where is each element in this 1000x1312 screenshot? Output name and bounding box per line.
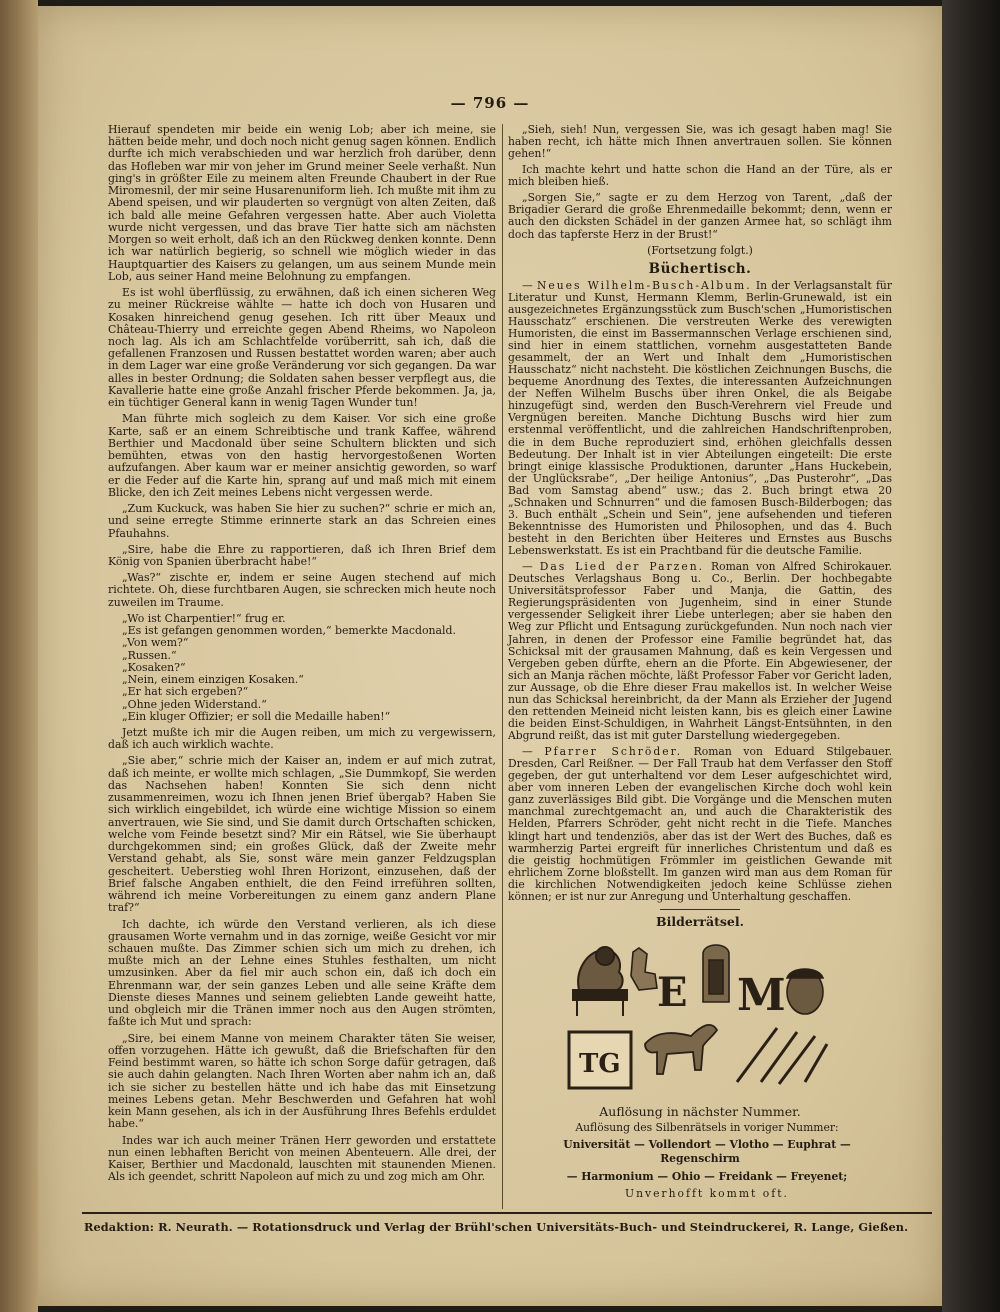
- solution-words: Universität — Vollendort — Vlotho — Euphrat — Regenschirm: [563, 1138, 851, 1166]
- lantern-figure: [703, 945, 729, 1002]
- story-paragraph: Man führte mich sogleich zu dem Kaiser. Vor sich eine große Karte, saß er an einem Schreibtische und trank Kaffee, während Berthier und Macdonald über seine Schultern blickten und sich bemühten, etwas von den hastig hervorgestoßenen Worten aufzufangen. Aber kaum war er meiner ansichtig geworden, so warf er die Feder auf die Karte hin, sprang auf und maß mich mit einem Blicke, den ich Zeit meines Lebens nicht vergessen werde.: [108, 412, 496, 499]
- section-heading: Büchertisch.: [648, 260, 752, 277]
- continuation-note: (Fortsetzung folgt.): [647, 243, 753, 257]
- dialogue-line: „Ein kluger Offizier; er soll die Medaille haben!“: [122, 709, 391, 723]
- riddle-letter-e: E: [657, 968, 688, 1016]
- dialogue-line: „Kosaken?“: [122, 660, 186, 674]
- story-paragraph: Hierauf spendeten mir beide ein wenig Lob; aber ich meine, sie hätten beide mehr, und doch noch nicht genug sagen können. Endlich durfte ich mich verabschieden und war herzlich froh darüber, denn das Hofleben war mir von jeher im Grund meiner Seele verhaßt. Nun ging's in größter Eile zu meinem alten Freunde Chaubert in der Rue Miromesnil, der mir seine Husarenuniform lieh. Ich mußte mit ihm zu Abend speisen, und wir plauderten so vergnügt von alten Zeiten, daß ich bald alle meine Gefahren vergessen hatte. Aber auch Violetta wurde nicht vergessen, und das brave Tier hatte sich am nächsten Morgen so weit erholt, daß ich an den Rückweg denken konnte. Denn ich war natürlich begierig, so schnell wie möglich wieder in das Hauptquartier des Kaisers zu gelangen, um aus seinem Munde mein Lob, aus seiner Hand meine Belohnung zu empfangen.: [108, 123, 496, 283]
- story-paragraph: Jetzt mußte ich mir die Augen reiben, um mich zu vergewissern, daß ich auch wirklich wachte.: [108, 726, 496, 752]
- column-divider: [502, 124, 503, 1209]
- sign-board: [569, 1032, 631, 1088]
- dialogue-line: „Er hat sich ergeben?“: [122, 685, 249, 699]
- story-paragraph: „Sorgen Sie,“ sagte er zu dem Herzog von Tarent, „daß der Brigadier Gerard die große Ehrenmedaille bekommt; denn, wenn er auch den dicksten Schädel in der ganzen Armee hat, so schlägt ihm doch das tapferste Herz in der Brust!“: [508, 191, 892, 241]
- acorn-figure: [787, 969, 823, 1014]
- imprint-footer: Redaktion: R. Neurath. — Rotationsdruck und Verlag der Brühl'schen Universitäts-Buch- und Steindruckerei, R. Lange, Gießen.: [84, 1220, 909, 1234]
- newspaper-page: [38, 6, 942, 1306]
- story-paragraph: „Sieh, sieh! Nun, vergessen Sie, was ich gesagt haben mag! Sie haben recht, ich hätte mich Ihnen anvertrauen sollen. Sie können gehen!“: [508, 123, 892, 161]
- horse-figure: [645, 1025, 717, 1074]
- story-paragraph: Ich machte kehrt und hatte schon die Hand an der Türe, als er mich bleiben hieß.: [508, 163, 892, 189]
- review-text: In der Verlagsanstalt für Literatur und Kunst, Hermann Klemm, Berlin-Grunewald, ist ein ausgezeichnetes Ergänzungsstück zum Busch'schen „Humoristischen Hausschatz“ erschienen. Die verstreuten Werke des verewigten Humoristen, die einst im Bassermannschen Verlage erschienen sind, sind hier in einem stattlichen, vornehm ausgestatteten Bande gesammelt, der an Wert und Inhalt dem „Humoristischen Hausschatz“ nicht nachsteht. Die köstlichen Zeichnungen Buschs, die bequeme Anordnung des Textes, die interessanten Aufzeichnungen der Neffen Wilhelm Buschs über ihren Onkel, die als Beigabe hinzugefügt sind, werden den Busch-Verehrern viel Freude und Vergnügen bereiten. Manche Dichtung Buschs wird hier zum erstenmal veröffentlicht, und die zahlreichen Handschriftenproben, die in dem Buche reproduziert sind, erhöhen gleichfalls dessen Bedeutung. Der Inhalt ist in vier Abteilungen eingeteilt: Die erste bringt einige klassische Produktionen, darunter „Hans Huckebein, der Unglücksrabe“, „Der heilige Antonius“, „Das Pusterohr“, „Das Bad vom Samstag abend“ usw.; das 2. Buch bringt etwa 20 „Schnaken und Schnurren“ und die famosen Busch-Bilderbogen; das 3. Buch enthält „Schein und Sein“, jene aufsehenden und tieferen Bekenntnisse des Humoristen und Philosophen, und das 4. Buch besteht in den Berichten über Heiteres und Ernstes aus Buschs Lebenswerkstatt. Es ist ein Prachtband für die deutsche Familie.: [508, 278, 892, 558]
- footer-rule: [82, 1212, 932, 1214]
- riddle-title: Bilderrätsel.: [656, 913, 744, 929]
- dialogue-line: „Von wem?“: [122, 636, 189, 650]
- review-text: Roman von Eduard Stilgebauer. Dresden, Carl Reißner. — Der Fall Traub hat dem Verfasser den Stoff gegeben, der gut unterhaltend vor dem Leser aufgeschichtet wird, aber vom inneren Leben der evangelischen Kirche doch wohl kein ganz zuverlässiges Bild gibt. Die Vorgänge und die Menschen muten manchmal zurechtgemacht an, und auch die Charakteristik des Helden, Pfarrers Schröder, geht nicht recht in die Tiefe. Manches klingt hart und tendenziös, aber das ist der Wert des Buches, daß es warmherzig Partei ergreift für innerliches Christentum und daß es die geistig hochmütigen Frömmler im geistlichen Gewande mit ehrlichem Zorne bloßstellt. Im ganzen wird man aus dem Roman für die kirchlichen Notwendigkeiten jedoch keine Schlüsse ziehen können; er ist nur zur Anregung und Unterhaltung geschaffen.: [508, 745, 892, 903]
- dialogue-line: „Nein, einem einzigen Kosaken.“: [122, 673, 304, 687]
- dialogue-line: „Wo ist Charpentier!“ frug er.: [122, 611, 286, 625]
- story-paragraph: Indes war ich auch meiner Tränen Herr geworden und erstattete nun einen lebhaften Bericht von meinen Abenteuern. Alle drei, der Kaiser, Berthier und Macdonald, lauschten mit staunenden Mienen. Als ich geendet, schritt Napoleon auf mich zu und zog mich am Ohr.: [108, 1133, 496, 1184]
- tools-figure: [737, 1028, 827, 1084]
- review-title: Das Lied der Parzen.: [539, 560, 705, 574]
- story-paragraph: Es ist wohl überflüssig, zu erwähnen, daß ich einen sicheren Weg zu meiner Rückreise wählte — hatte ich doch von Husaren und Kosaken hinreichend genug gesehen. Ich ritt über Meaux und Château-Thierry und erreichte gegen Abend Rheims, wo Napoleon noch lag. Als ich am Schlachtfelde vorüberritt, sah ich, daß die gefallenen Franzosen und Russen bestattet worden waren; aber auch in dem Lager war eine große Veränderung vor sich gegangen. Da war alles in bester Ordnung; die Soldaten sahen besser verpflegt aus, die Kavallerie hatte eine große Anzahl frischer Pferde bekommen. Ja, ja, ein tüchtiger General kann in wenig Tagen Wunder tun!: [108, 286, 496, 410]
- right-column: [508, 124, 892, 1204]
- story-paragraph: „Sire, bei einem Manne von meinem Charakter täten Sie weiser, offen vorzugehen. Hätte ich gewußt, daß die Briefschaften für den Feind bestimmt waren, so hätte ich schon Sorge dafür getragen, daß sie auch dahin gelangten. Nach Ihren Worten aber nahm ich an, daß ich sie sicher zu bestellen hätte und ich habe das mit Einsetzung meines Lebens getan. Mehr Beschwerden und Gefahren hat wohl kein Mann gesehen, als ich in der Ausführung Ihres Befehls erduldet habe.“: [108, 1031, 496, 1131]
- picture-riddle: [565, 932, 835, 1102]
- riddle-letter-m: M: [737, 969, 786, 1021]
- story-paragraph: „Zum Kuckuck, was haben Sie hier zu suchen?“ schrie er mich an, und seine erregte Stimme erinnerte stark an das Schreien eines Pfauhahns.: [108, 502, 496, 540]
- review-entry: — Das Lied der Parzen. Roman von Alfred Schirokauer. Deutsches Verlagshaus Bong u. Co., Berlin. Der hochbegabte Universitätsprofessor Faber und Manja, die Gattin, des Regierungspräsidenten von Jugenheim, sind in einer Stunde vergessender Seligkeit ihrer Liebe unterlegen; aber sie haben den Weg zur Pflicht und Entsagung zurückgefunden. Nun noch nach vier Jahren, in denen der Professor eine Familie begründet hat, das Schicksal mit der grausamen Mahnung, daß es kein Vergessen und Vergeben geben dürfte, ehern an die Pforte. Ein Abgewiesener, der sich an Manja rächen möchte, läßt Professor Faber vor Gericht laden, zur Aussage, ob die Ehre dieser Frau makellos ist. In welcher Weise nun das Schicksal hereinbricht, da der Mann als Erzieher der Jugend den rettenden Meineid nicht leisten kann, bis es gleich einer Lawine die beiden Einst-Schuldigen, in Wahrheit Längst-Entsühnten, in den Abgrund reißt, das ist mit guter Darstellung wiedergegeben.: [508, 560, 892, 742]
- dialogue-line: „Es ist gefangen genommen worden,“ bemerkte Macdonald.: [122, 624, 456, 638]
- riddle-caption: Auflösung in nächster Nummer.: [599, 1103, 801, 1119]
- story-paragraph: „Sie aber,“ schrie mich der Kaiser an, indem er auf mich zutrat, daß ich meinte, er wollte mich schlagen, „Sie Dummkopf, Sie werden das Nachsehen haben! Konnten Sie sich denn nicht zusammenreimen, wozu ich Ihnen jenen Brief übergab? Haben Sie sich wirklich eingebildet, ich würde eine wichtige Mission so einem anvertrauen, wie Sie sind, und Sie damit durch Ortschaften schicken, welche vom Feinde besetzt sind? Mir ein Rätsel, wie Sie überhaupt durchgekommen sind; ein großes Glück, daß der Zweite mehr Verstand gehabt, als Sie, sonst wäre mein ganzer Feldzugsplan gescheitert. Ueberstieg wohl Ihren Horizont, einzusehen, daß der Brief falsche Angaben enthielt, die den Feind irreführen sollten, während ich meine Vorbereitungen zu einem ganz andern Plane traf?“: [108, 754, 496, 915]
- riddle-illustration: [565, 932, 835, 1102]
- solution-intro: Auflösung des Silbenrätsels in voriger Nummer:: [575, 1121, 839, 1134]
- story-paragraph: „Sire, habe die Ehre zu rapportieren, daß ich Ihren Brief dem König von Spanien überbracht habe!“: [108, 542, 496, 568]
- book-binding: [942, 0, 1000, 1312]
- left-column: [108, 124, 496, 1187]
- review-entry: — Pfarrer Schröder. Roman von Eduard Stilgebauer. Dresden, Carl Reißner. — Der Fall Traub hat dem Verfasser den Stoff gegeben, der gut unterhaltend vor dem Leser aufgeschichtet wird, aber vom inneren Leben der evangelischen Kirche doch wohl kein ganz zuverlässiges Bild gibt. Die Vorgänge und die Menschen muten manchmal zurechtgemacht an, und auch die Charakteristik des Helden, Pfarrers Schröder, geht nicht recht in die Tiefe. Manches klingt hart und tendenziös, aber das ist der Wert des Buches, daß es warmherzig Partei ergreift für innerliches Christentum und daß es die geistig hochmütigen Frömmler im geistlichen Gewande mit ehrlichem Zorne bloßstellt. Im ganzen wird man aus dem Roman für die kirchlichen Notwendigkeiten jedoch keine Schlüsse ziehen können; er ist nur zur Anregung und Unterhaltung geschaffen.: [508, 745, 892, 903]
- review-title: Pfarrer Schröder.: [544, 745, 682, 759]
- dialogue-line: „Russen.“: [122, 648, 177, 662]
- section-divider: [660, 909, 740, 910]
- review-title: Neues Wilhelm-Busch-Album.: [536, 278, 752, 292]
- review-text: Roman von Alfred Schirokauer. Deutsches Verlagshaus Bong u. Co., Berlin. Der hochbegabte Universitätsprofessor Faber und Manja, die Gattin, des Regierungspräsidenten von Jugenheim, sind in einer Stunde vergessender Seligkeit ihrer Liebe unterlegen; aber sie haben den Weg zur Pflicht und Entsagung zurückgefunden. Nun noch nach vier Jahren, in denen der Professor eine Familie begründet hat, das Schicksal mit der grausamen Mahnung, daß es kein Vergessen und Vergeben geben dürfte, ehern an die Pforte. Ein Abgewiesener, der sich an Manja rächen möchte, läßt Professor Faber vor Gericht laden, zur Aussage, ob die Ehre dieser Frau makellos ist. In welcher Weise nun das Schicksal hereinbricht, da der Mann als Erzieher der Jugend den rettenden Meineid nicht leisten kann, bis es gleich einer Lawine die beiden Einst-Schuldigen, in Wahrheit Längst-Entsühnten, in den Abgrund reißt, das ist mit guter Darstellung wiedergegeben.: [508, 560, 892, 742]
- lion-figure: [573, 947, 627, 1016]
- adjacent-page-edge: [0, 0, 38, 1312]
- solution-proverb: Unverhofft kommt oft.: [625, 1187, 789, 1201]
- page-number: — 796 —: [450, 94, 530, 112]
- solution-words: — Harmonium — Ohio — Freidank — Freyenet;: [566, 1170, 848, 1184]
- story-paragraph: Ich dachte, ich würde den Verstand verlieren, als ich diese grausamen Worte vernahm und in das zornige, weiße Gesicht vor mir schauen mußte. Das Zimmer schien sich um mich zu drehen, ich mußte mich an der Lehne eines Stuhles festhalten, um nicht umzusinken. Aber da fiel mir auch schon ein, daß ich doch ein Ehrenmann war, der sein ganzes Leben und alle seine Kräfte dem Dienste dieses Mannes und seinem geliebten Lande geweiht hatte, und obgleich mir die Tränen immer noch aus den Augen strömten, faßte ich Mut und sprach:: [108, 917, 496, 1029]
- riddle-sign-text: TG: [579, 1048, 621, 1079]
- hand-figure: [631, 948, 657, 990]
- dialogue-line: „Ohne jeden Widerstand.“: [122, 697, 267, 711]
- review-entry: — Neues Wilhelm-Busch-Album. In der Verlagsanstalt für Literatur und Kunst, Hermann Klemm, Berlin-Grunewald, ist ein ausgezeichnetes Ergänzungsstück zum Busch'schen „Humoristischen Hausschatz“ erschienen. Die verstreuten Werke des verewigten Humoristen, die einst im Bassermannschen Verlage erschienen sind, sind hier in einem stattlichen, vornehm ausgestatteten Bande gesammelt, der an Wert und Inhalt dem „Humoristischen Hausschatz“ nicht nachsteht. Die köstlichen Zeichnungen Buschs, die bequeme Anordnung des Textes, die interessanten Aufzeichnungen der Neffen Wilhelm Buschs über ihren Onkel, die als Beigabe hinzugefügt sind, werden den Busch-Verehrern viel Freude und Vergnügen bereiten. Manche Dichtung Buschs wird hier zum erstenmal veröffentlicht, und die zahlreichen Handschriftenproben, die in dem Buche reproduziert sind, erhöhen gleichfalls dessen Bedeutung. Der Inhalt ist in vier Abteilungen eingeteilt: Die erste bringt einige klassische Produktionen, darunter „Hans Huckebein, der Unglücksrabe“, „Der heilige Antonius“, „Das Pusterohr“, „Das Bad vom Samstag abend“ usw.; das 2. Buch bringt etwa 20 „Schnaken und Schnurren“ und die famosen Busch-Bilderbogen; das 3. Buch enthält „Schein und Sein“, jene aufsehenden und tieferen Bekenntnisse des Humoristen und Philosophen, und das 4. Buch besteht in den Berichten über Heiteres und Ernstes aus Buschs Lebenswerkstatt. Es ist ein Prachtband für die deutsche Familie.: [508, 278, 892, 558]
- story-paragraph: „Was?“ zischte er, indem er seine Augen stechend auf mich richtete. Oh, diese furchtbaren Augen, sie schrecken mich heute noch zuweilen im Traume.: [108, 571, 496, 609]
